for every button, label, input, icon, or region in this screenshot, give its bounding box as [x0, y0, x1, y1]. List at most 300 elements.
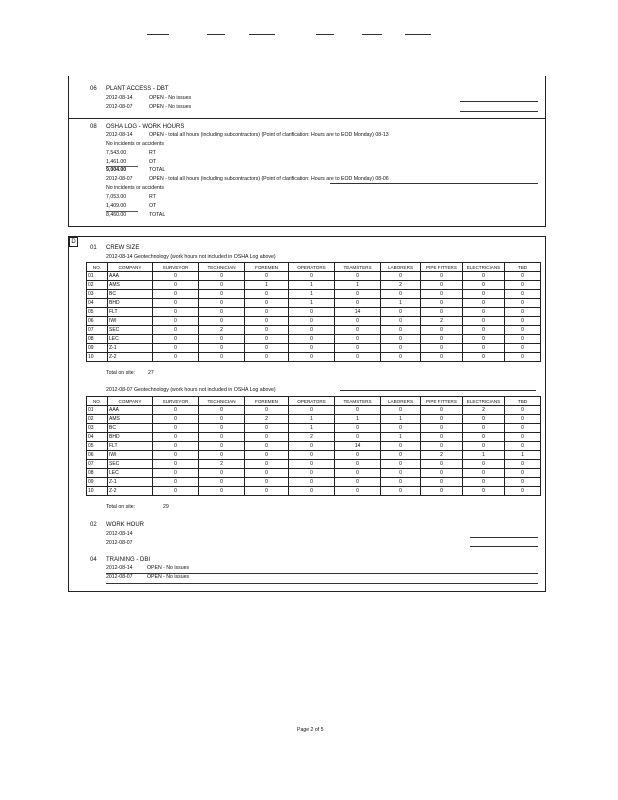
count-cell: 0 — [463, 442, 505, 451]
column-header: LABORERS — [381, 263, 421, 272]
count-cell: 0 — [153, 290, 199, 299]
count-cell: 0 — [245, 272, 289, 281]
table-row — [87, 442, 541, 451]
header-blank — [362, 34, 382, 35]
count-cell: 0 — [199, 433, 245, 442]
count-cell: 0 — [421, 406, 463, 415]
column-header: TEAMSTERS — [335, 397, 381, 406]
item-title: WORK HOUR — [106, 522, 144, 528]
count-cell: 0 — [505, 290, 541, 299]
table-row — [87, 460, 541, 469]
row-number-cell: 08 — [87, 335, 108, 344]
table-row — [87, 299, 541, 308]
count-cell: 0 — [381, 290, 421, 299]
count-cell: 1 — [381, 299, 421, 308]
count-cell: 0 — [335, 290, 381, 299]
total-on-site-value: 27 — [148, 370, 154, 376]
count-cell: 1 — [335, 281, 381, 290]
count-cell: 0 — [421, 299, 463, 308]
count-cell: 0 — [381, 344, 421, 353]
status-text: OPEN - No issues — [147, 574, 190, 580]
row-number-cell: 09 — [87, 344, 108, 353]
item-number: 06 — [90, 86, 97, 92]
count-cell: 0 — [199, 478, 245, 487]
count-cell: 0 — [421, 326, 463, 335]
count-cell: 0 — [153, 344, 199, 353]
header-blank — [147, 34, 169, 35]
count-cell: 0 — [421, 487, 463, 496]
count-cell: 0 — [199, 353, 245, 362]
count-cell: 0 — [505, 433, 541, 442]
row-number-cell: 02 — [87, 281, 108, 290]
count-cell: 0 — [421, 308, 463, 317]
table-row — [87, 353, 541, 362]
count-cell: 1 — [335, 415, 381, 424]
count-cell: 1 — [289, 424, 335, 433]
row-number-cell: 01 — [87, 406, 108, 415]
count-cell: 0 — [505, 478, 541, 487]
status-text: OPEN - No issues — [149, 95, 192, 101]
count-cell: 1 — [381, 415, 421, 424]
company-cell: Z-1 — [108, 344, 153, 353]
column-header: NO. — [87, 397, 108, 406]
count-cell: 0 — [463, 290, 505, 299]
count-cell: 0 — [421, 335, 463, 344]
table-row — [87, 335, 541, 344]
count-cell: 0 — [381, 326, 421, 335]
count-cell: 0 — [505, 460, 541, 469]
status-date: 2012-08-07 — [106, 574, 133, 580]
count-cell: 0 — [199, 487, 245, 496]
count-cell: 0 — [199, 308, 245, 317]
table-row — [87, 308, 541, 317]
count-cell: 0 — [245, 299, 289, 308]
row-number-cell: 09 — [87, 478, 108, 487]
count-cell: 0 — [505, 308, 541, 317]
count-cell: 0 — [289, 487, 335, 496]
count-cell: 0 — [199, 424, 245, 433]
count-cell: 0 — [463, 335, 505, 344]
column-header: LABORERS — [381, 397, 421, 406]
column-header: SURVEYOR — [153, 263, 199, 272]
count-cell: 0 — [335, 424, 381, 433]
count-cell: 1 — [289, 415, 335, 424]
count-cell: 0 — [289, 308, 335, 317]
column-header: TECHNICIAN — [199, 397, 245, 406]
hours-label: RT — [149, 150, 156, 156]
count-cell: 0 — [245, 335, 289, 344]
count-cell: 0 — [381, 335, 421, 344]
hours-value: 9,004.00 — [106, 167, 127, 173]
item-title: CREW SIZE — [106, 245, 140, 251]
table-row — [87, 290, 541, 299]
count-cell: 14 — [335, 308, 381, 317]
status-date: 2012-08-07 — [106, 104, 133, 110]
count-cell: 0 — [421, 281, 463, 290]
hours-value: 8,460.00 — [106, 212, 127, 218]
table-caption: 2012-08-07 Geotechnology (work hours not included in OSHA Log above) — [106, 387, 276, 393]
count-cell: 0 — [381, 451, 421, 460]
table-row — [87, 406, 541, 415]
company-cell: BC — [108, 290, 153, 299]
count-cell: 0 — [421, 424, 463, 433]
company-cell: AAA — [108, 272, 153, 281]
item-number: 04 — [90, 557, 97, 563]
count-cell: 0 — [153, 281, 199, 290]
count-cell: 1 — [245, 281, 289, 290]
count-cell: 0 — [289, 460, 335, 469]
no-incidents-text: No incidents or accidents — [106, 185, 164, 191]
count-cell: 0 — [463, 281, 505, 290]
hours-value: 7,543.00 — [106, 150, 127, 156]
table-row — [87, 272, 541, 281]
crew-size-table-2012-08-07 — [86, 396, 541, 496]
count-cell: 0 — [463, 424, 505, 433]
count-cell: 0 — [153, 406, 199, 415]
count-cell: 0 — [421, 442, 463, 451]
count-cell: 0 — [245, 442, 289, 451]
count-cell: 0 — [245, 326, 289, 335]
count-cell: 0 — [335, 460, 381, 469]
count-cell: 0 — [381, 487, 421, 496]
count-cell: 0 — [199, 406, 245, 415]
count-cell: 0 — [335, 451, 381, 460]
row-number-cell: 07 — [87, 460, 108, 469]
count-cell: 1 — [289, 299, 335, 308]
count-cell: 0 — [381, 478, 421, 487]
count-cell: 0 — [153, 487, 199, 496]
table-row — [87, 433, 541, 442]
count-cell: 0 — [463, 326, 505, 335]
count-cell: 0 — [153, 469, 199, 478]
count-cell: 2 — [463, 406, 505, 415]
company-cell: LEC — [108, 469, 153, 478]
count-cell: 0 — [245, 308, 289, 317]
hours-label: TOTAL — [149, 167, 166, 173]
status-date: 2012-08-14 — [106, 132, 133, 138]
count-cell: 0 — [289, 317, 335, 326]
table-row — [87, 469, 541, 478]
company-cell: Z-2 — [108, 353, 153, 362]
count-cell: 0 — [335, 335, 381, 344]
column-header: TECHNICIAN — [199, 263, 245, 272]
row-number-cell: 04 — [87, 299, 108, 308]
row-number-cell: 07 — [87, 326, 108, 335]
count-cell: 0 — [245, 433, 289, 442]
count-cell: 0 — [381, 424, 421, 433]
count-cell: 0 — [289, 326, 335, 335]
count-cell: 2 — [421, 451, 463, 460]
row-number-cell: 08 — [87, 469, 108, 478]
count-cell: 0 — [421, 415, 463, 424]
count-cell: 0 — [153, 272, 199, 281]
item-title: OSHA LOG - WORK HOURS — [106, 124, 185, 130]
item-number: 08 — [90, 124, 97, 130]
column-header: TBD — [505, 263, 541, 272]
count-cell: 0 — [153, 317, 199, 326]
count-cell: 0 — [199, 317, 245, 326]
count-cell: 0 — [505, 335, 541, 344]
count-cell: 0 — [245, 487, 289, 496]
table-row — [87, 451, 541, 460]
count-cell: 0 — [199, 469, 245, 478]
count-cell: 0 — [463, 487, 505, 496]
count-cell: 0 — [335, 406, 381, 415]
count-cell: 2 — [381, 281, 421, 290]
item-title: PLANT ACCESS - DBT — [106, 86, 169, 92]
count-cell: 0 — [381, 272, 421, 281]
count-cell: 0 — [289, 272, 335, 281]
count-cell: 0 — [153, 442, 199, 451]
count-cell: 0 — [289, 442, 335, 451]
count-cell: 0 — [505, 442, 541, 451]
count-cell: 1 — [289, 281, 335, 290]
row-number-cell: 04 — [87, 433, 108, 442]
status-text: OPEN - total all hours (including subcontractors) (Point of clarification: Hours are to EOD Monday) 08-13 — [149, 132, 389, 138]
count-cell: 0 — [335, 326, 381, 335]
count-cell: 0 — [463, 308, 505, 317]
column-header: ELECTRICIANS — [463, 397, 505, 406]
count-cell: 0 — [289, 469, 335, 478]
company-cell: IWI — [108, 451, 153, 460]
table-row — [87, 424, 541, 433]
count-cell: 2 — [289, 433, 335, 442]
count-cell: 0 — [245, 406, 289, 415]
row-number-cell: 06 — [87, 317, 108, 326]
count-cell: 2 — [199, 326, 245, 335]
count-cell: 0 — [505, 424, 541, 433]
count-cell: 0 — [335, 353, 381, 362]
table-caption: 2012-08-14 Geotechnology (work hours not included in OSHA Log above) — [106, 254, 276, 260]
count-cell: 0 — [153, 299, 199, 308]
hours-label: OT — [149, 159, 157, 165]
company-cell: SEC — [108, 460, 153, 469]
count-cell: 0 — [199, 344, 245, 353]
count-cell: 0 — [505, 487, 541, 496]
count-cell: 1 — [289, 290, 335, 299]
count-cell: 0 — [381, 406, 421, 415]
count-cell: 0 — [199, 281, 245, 290]
column-header: SURVEYOR — [153, 397, 199, 406]
count-cell: 1 — [463, 451, 505, 460]
count-cell: 0 — [153, 433, 199, 442]
count-cell: 0 — [245, 317, 289, 326]
count-cell: 2 — [421, 317, 463, 326]
column-header: COMPANY — [108, 397, 153, 406]
count-cell: 0 — [153, 335, 199, 344]
table-row — [87, 344, 541, 353]
column-header: ELECTRICIANS — [463, 263, 505, 272]
column-header: COMPANY — [108, 263, 153, 272]
count-cell: 0 — [463, 460, 505, 469]
count-cell: 0 — [153, 415, 199, 424]
count-cell: 0 — [463, 344, 505, 353]
count-cell: 0 — [463, 272, 505, 281]
column-header: OPERATORS — [289, 397, 335, 406]
count-cell: 0 — [421, 290, 463, 299]
count-cell: 0 — [505, 326, 541, 335]
company-cell: IWI — [108, 317, 153, 326]
table-row — [87, 415, 541, 424]
count-cell: 0 — [335, 344, 381, 353]
count-cell: 0 — [463, 469, 505, 478]
status-date: 2012-08-14 — [106, 565, 133, 571]
hours-label: TOTAL — [149, 212, 166, 218]
count-cell: 0 — [199, 290, 245, 299]
count-cell: 0 — [505, 469, 541, 478]
count-cell: 0 — [153, 424, 199, 433]
count-cell: 0 — [505, 353, 541, 362]
count-cell: 0 — [289, 406, 335, 415]
count-cell: 0 — [245, 290, 289, 299]
count-cell: 14 — [335, 442, 381, 451]
company-cell: BHD — [108, 433, 153, 442]
count-cell: 0 — [245, 478, 289, 487]
count-cell: 0 — [381, 308, 421, 317]
count-cell: 0 — [153, 478, 199, 487]
count-cell: 0 — [245, 353, 289, 362]
count-cell: 0 — [505, 406, 541, 415]
count-cell: 0 — [289, 478, 335, 487]
count-cell: 0 — [463, 415, 505, 424]
table-row — [87, 317, 541, 326]
count-cell: 0 — [245, 424, 289, 433]
company-cell: SEC — [108, 326, 153, 335]
count-cell: 0 — [199, 442, 245, 451]
hours-label: RT — [149, 194, 156, 200]
count-cell: 0 — [335, 433, 381, 442]
table-row — [87, 478, 541, 487]
count-cell: 0 — [381, 460, 421, 469]
count-cell: 0 — [381, 469, 421, 478]
count-cell: 2 — [245, 415, 289, 424]
hours-value: 7,053.00 — [106, 194, 127, 200]
count-cell: 0 — [505, 281, 541, 290]
header-blank — [405, 34, 431, 35]
count-cell: 0 — [421, 353, 463, 362]
company-cell: LEC — [108, 335, 153, 344]
table-row — [87, 281, 541, 290]
company-cell: FLT — [108, 442, 153, 451]
row-number-cell: 03 — [87, 424, 108, 433]
column-header: FOREMEN — [245, 397, 289, 406]
count-cell: 0 — [335, 299, 381, 308]
column-header: OPERATORS — [289, 263, 335, 272]
count-cell: 0 — [381, 353, 421, 362]
count-cell: 0 — [153, 353, 199, 362]
count-cell: 0 — [421, 469, 463, 478]
company-cell: AAA — [108, 406, 153, 415]
header-blank — [316, 34, 334, 35]
status-text: OPEN - total all hours (including subcontractors) (Point of clarification: Hours are to EOD Monday) 08-06 — [149, 176, 389, 182]
count-cell: 0 — [245, 451, 289, 460]
count-cell: 0 — [463, 299, 505, 308]
company-cell: BC — [108, 424, 153, 433]
row-number-cell: 02 — [87, 415, 108, 424]
count-cell: 1 — [505, 451, 541, 460]
count-cell: 0 — [289, 335, 335, 344]
count-cell: 0 — [199, 415, 245, 424]
count-cell: 0 — [199, 299, 245, 308]
total-on-site-label: Total on site: — [106, 504, 136, 510]
count-cell: 0 — [463, 433, 505, 442]
total-on-site-value: 29 — [163, 504, 169, 510]
count-cell: 0 — [421, 272, 463, 281]
count-cell: 0 — [335, 317, 381, 326]
count-cell: 0 — [335, 469, 381, 478]
column-header: FOREMEN — [245, 263, 289, 272]
hours-value: 1,461.00 — [106, 159, 127, 165]
item-title: TRAINING - DBI — [106, 557, 151, 563]
count-cell: 0 — [421, 433, 463, 442]
column-header: PIPE FITTERS — [421, 397, 463, 406]
header-blank — [249, 34, 275, 35]
column-header: TEAMSTERS — [335, 263, 381, 272]
count-cell: 0 — [153, 308, 199, 317]
column-header: NO. — [87, 263, 108, 272]
section-marker: D — [69, 237, 78, 247]
page-number: Page 2 of 5 — [297, 727, 324, 733]
company-cell: Z-2 — [108, 487, 153, 496]
item-number: 01 — [90, 245, 97, 251]
count-cell: 0 — [421, 478, 463, 487]
company-cell: FLT — [108, 308, 153, 317]
header-blank — [207, 34, 225, 35]
count-cell: 0 — [289, 451, 335, 460]
row-number-cell: 10 — [87, 487, 108, 496]
status-date: 2012-08-14 — [106, 531, 133, 537]
row-number-cell: 06 — [87, 451, 108, 460]
crew-size-table-2012-08-14 — [86, 262, 541, 362]
table-row — [87, 326, 541, 335]
count-cell: 0 — [199, 335, 245, 344]
count-cell: 0 — [153, 326, 199, 335]
status-text: OPEN - No issues — [147, 565, 190, 571]
count-cell: 0 — [505, 299, 541, 308]
count-cell: 0 — [421, 460, 463, 469]
column-header: TBD — [505, 397, 541, 406]
company-cell: BHD — [108, 299, 153, 308]
count-cell: 0 — [463, 353, 505, 362]
status-text: OPEN - No issues — [149, 104, 192, 110]
count-cell: 0 — [245, 460, 289, 469]
count-cell: 2 — [199, 460, 245, 469]
column-header: PIPE FITTERS — [421, 263, 463, 272]
count-cell: 0 — [153, 460, 199, 469]
hours-label: OT — [149, 203, 157, 209]
table-row — [87, 487, 541, 496]
company-cell: AMS — [108, 281, 153, 290]
row-number-cell: 01 — [87, 272, 108, 281]
count-cell: 0 — [463, 317, 505, 326]
count-cell: 0 — [289, 344, 335, 353]
count-cell: 0 — [289, 353, 335, 362]
item-number: 02 — [90, 522, 97, 528]
count-cell: 1 — [381, 433, 421, 442]
count-cell: 0 — [335, 478, 381, 487]
count-cell: 0 — [153, 451, 199, 460]
count-cell: 0 — [245, 344, 289, 353]
status-date: 2012-08-07 — [106, 540, 133, 546]
company-cell: Z-1 — [108, 478, 153, 487]
count-cell: 0 — [335, 487, 381, 496]
company-cell: AMS — [108, 415, 153, 424]
count-cell: 0 — [199, 272, 245, 281]
count-cell: 0 — [463, 478, 505, 487]
count-cell: 0 — [199, 451, 245, 460]
count-cell: 0 — [421, 344, 463, 353]
count-cell: 0 — [505, 317, 541, 326]
